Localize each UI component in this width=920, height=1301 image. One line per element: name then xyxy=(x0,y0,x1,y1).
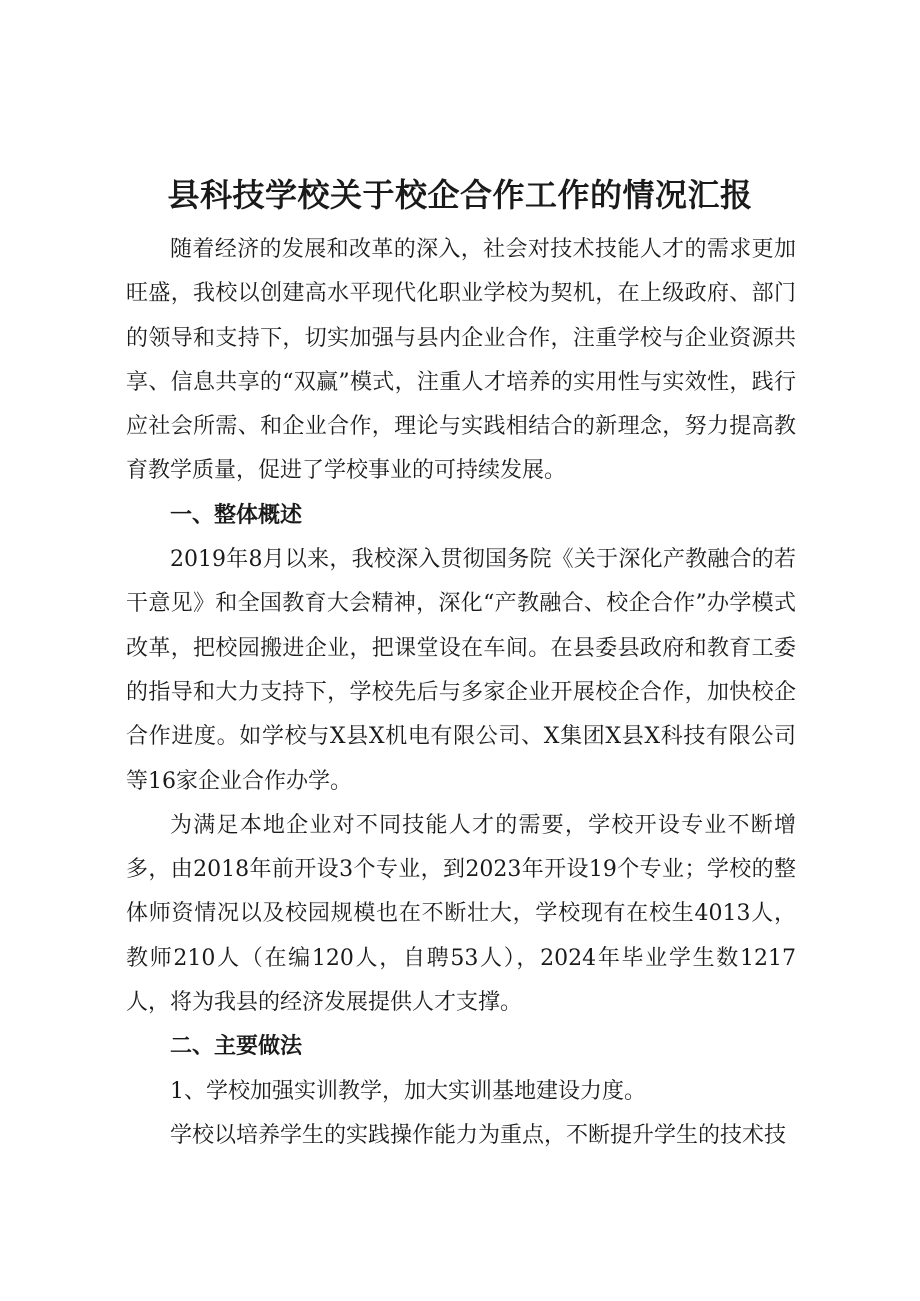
intro-paragraph: 随着经济的发展和改革的深入，社会对技术技能人才的需求更加旺盛，我校以创建高水平现代化职业学校为契机，在上级政府、部门的领导和支持下，切实加强与县内企业合作，注重学校与企业资源共享、信息共享的“双赢”模式，注重人才培养的实用性与实效性，践行应社会所需、和企业合作，理论与实践相结合的新理念，努力提高教育教学质量，促进了学校事业的可持续发展。 xyxy=(126,237,796,484)
overview-paragraph: 2019年8月以来，我校深入贯彻国务院《关于深化产教融合的若干意见》和全国教育大会精神，深化“产教融合、校企合作”办学模式改革，把校园搬进企业，把课堂设在车间。在县委县政府和教育工委的指导和大力支持下，学校先后与多家企业开展校企合作，加快校企合作进度。如学校与X县X机电有限公司、X集团X县X科技有限公司等16家企业合作办学。 xyxy=(126,547,796,794)
growth-paragraph: 为满足本地企业对不同技能人才的需要，学校开设专业不断增多，由2018年前开设3个专业，到2023年开设19个专业；学校的整体师资情况以及校园规模也在不断壮大，学校现有在校生4013人，教师210人（在编120人，自聘53人），2024年毕业学生数1217人，将为我县的经济发展提供人才支撑。 xyxy=(126,812,796,1016)
practice-paragraph: 学校以培养学生的实践操作能力为重点，不断提升学生的技术技 xyxy=(170,1122,787,1148)
section-heading-practices: 二、主要做法 xyxy=(170,1034,303,1060)
document-title: 县科技学校关于校企合作工作的情况汇报 xyxy=(167,176,753,214)
practice-item-1: 1、学校加强实训教学，加大实训基地建设力度。 xyxy=(170,1078,646,1104)
section-heading-overview: 一、整体概述 xyxy=(170,502,303,528)
document-body xyxy=(126,228,796,1158)
